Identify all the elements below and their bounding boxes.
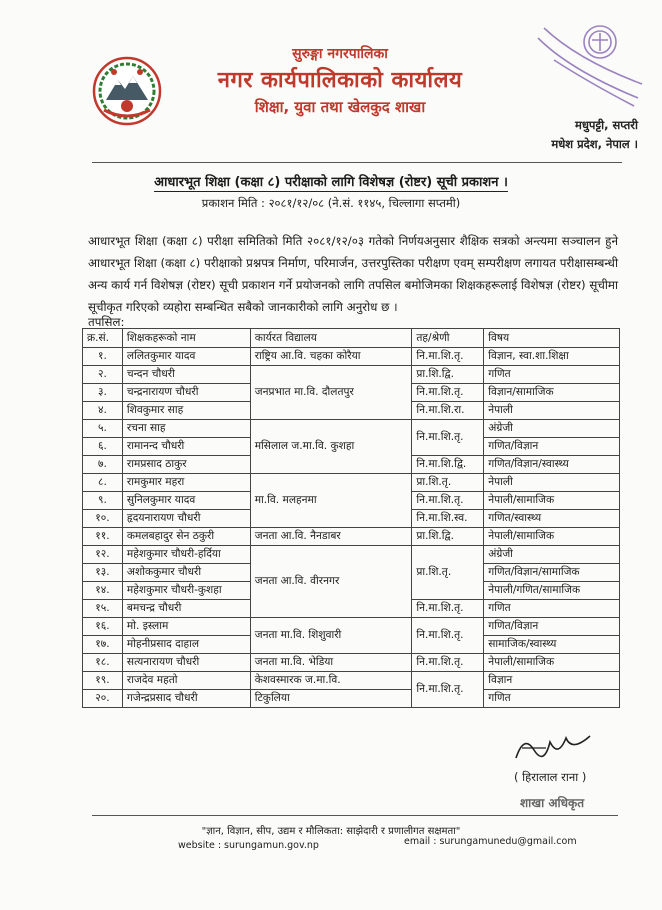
- cell-sn: १८.: [83, 654, 123, 672]
- cell-level: नि.मा.शि.तृ.: [412, 654, 484, 672]
- cell-subject: गणित/विज्ञान: [484, 618, 620, 636]
- cell-school: टिकुलिया: [250, 690, 412, 708]
- header-name: शिक्षकहरूको नाम: [122, 329, 250, 348]
- notice-title: [0, 172, 662, 190]
- cell-school: जनप्रभात मा.वि. दौलतपुर: [250, 366, 412, 420]
- cell-name: सत्यनारायण चौधरी: [122, 654, 250, 672]
- cell-sn: ११.: [83, 528, 123, 546]
- cell-school: जनता मा.वि. शिशुवारी: [250, 618, 412, 654]
- cell-name: रामप्रसाद ठाकुर: [122, 456, 250, 474]
- cell-sn: ९.: [83, 492, 123, 510]
- table-row: [83, 528, 620, 546]
- cell-name: ललितकुमार यादव: [122, 348, 250, 366]
- cell-level: नि.मा.शि.तृ.: [412, 420, 484, 456]
- cell-subject: अंग्रेजी: [484, 546, 620, 564]
- cell-level: नि.मा.शि.तृ.: [412, 384, 484, 402]
- office-name: नगर कार्यपालिकाको कार्यालय: [217, 68, 463, 93]
- header-sn: क्र.सं.: [83, 329, 123, 348]
- cell-school: जनता आ.वि. नैनडाबर: [250, 528, 412, 546]
- cell-level: नि.मा.शि.तृ.: [412, 618, 484, 654]
- table-row: [83, 366, 620, 384]
- cell-level: नि.मा.शि.तृ.: [412, 600, 484, 618]
- footer-slogan: "ज्ञान, विज्ञान, सीप, उद्यम र मौलिकता: साझेदारी र प्रणालीगत सक्षमता": [201, 826, 461, 837]
- cell-subject: विज्ञान, स्वा.शा.शिक्षा: [484, 348, 620, 366]
- cell-level: प्रा.शि.तृ.: [412, 546, 484, 600]
- cell-name: सुनिलकुमार यादव: [122, 492, 250, 510]
- cell-name: शिवकुमार साह: [122, 402, 250, 420]
- cell-sn: १४.: [83, 582, 123, 600]
- office-address: [551, 116, 638, 154]
- cell-subject: अंग्रेजी: [484, 420, 620, 438]
- nepal-emblem-icon: [92, 56, 162, 126]
- cell-subject: नेपाली/सामाजिक: [484, 654, 620, 672]
- roster-table: [82, 328, 620, 708]
- cell-sn: १३.: [83, 564, 123, 582]
- cell-name: बमचन्द्र चौधरी: [122, 600, 250, 618]
- cell-name: अशोककुमार चौधरी: [122, 564, 250, 582]
- notice-body: आधारभूत शिक्षा (कक्षा ८) परीक्षा समितिको मिति २०८१/१२/०३ गतेको निर्णयअनुसार शैक्षिक सत्रको अन्त्यमा सञ्चालन हुने आधारभूत शिक्षा (कक्षा ८) परीक्षाको प्रश्नपत्र निर्माण, परिमार्जन, उत्तरपुस्तिका परीक्षण एवम् सम्परीक्षण लगायत परीक्षासम्बन्धी अन्य कार्य गर्न विशेषज्ञ (रोष्टर) सूची प्रकाशन गर्ने प्रयोजनको लागि तपसिल बमोजिमका शिक्षकहरूलाई विशेषज्ञ (रोष्टर) सूचीमा सूचीकृत गरिएको व्यहोरा सम्बन्धित सबैको जानकारीको लागि अनुरोध छ ।: [88, 234, 618, 314]
- header-subject: विषय: [484, 329, 620, 348]
- signature-icon: [506, 728, 596, 770]
- table-row: [83, 672, 620, 690]
- cell-sn: २.: [83, 366, 123, 384]
- publish-date: प्रकाशन मिति : २०८१/१२/०८ (ने.सं. ११४५, चिल्लागा सप्तमी): [201, 196, 461, 210]
- footer-website: website : surungamun.gov.np: [178, 840, 319, 851]
- header-level: तह/श्रेणी: [412, 329, 484, 348]
- header-school: कार्यरत विद्यालय: [250, 329, 412, 348]
- office-stamp-icon: [530, 20, 645, 110]
- cell-name: कमलबहादुर सेन ठकुरी: [122, 528, 250, 546]
- cell-sn: १६.: [83, 618, 123, 636]
- cell-name: चन्द्रनारायण चौधरी: [122, 384, 250, 402]
- cell-subject: सामाजिक/स्वास्थ्य: [484, 636, 620, 654]
- tapasil-label: तपसिल:: [88, 315, 125, 329]
- cell-school: जनता आ.वि. वीरनगर: [250, 546, 412, 618]
- cell-subject: गणित/विज्ञान: [484, 438, 620, 456]
- cell-level: नि.मा.शि.तृ.: [412, 672, 484, 708]
- cell-level: नि.मा.शि.रा.: [412, 402, 484, 420]
- letterhead: [170, 44, 510, 117]
- cell-name: रामानन्द चौधरी: [122, 438, 250, 456]
- cell-subject: विज्ञान: [484, 672, 620, 690]
- cell-name: महेशकुमार चौधरी-हर्दिया: [122, 546, 250, 564]
- cell-subject: विज्ञान/सामाजिक: [484, 384, 620, 402]
- cell-name: महेशकुमार चौधरी-कुशहा: [122, 582, 250, 600]
- cell-subject: गणित: [484, 690, 620, 708]
- cell-sn: १५.: [83, 600, 123, 618]
- cell-name: मोहनीप्रसाद दाहाल: [122, 636, 250, 654]
- table-row: [83, 420, 620, 438]
- cell-sn: १.: [83, 348, 123, 366]
- cell-subject: नेपाली/सामाजिक: [484, 528, 620, 546]
- cell-subject: गणित/विज्ञान/स्वास्थ्य: [484, 456, 620, 474]
- cell-name: रामकुमार महरा: [122, 474, 250, 492]
- branch-name: शिक्षा, युवा तथा खेलकुद शाखा: [254, 98, 426, 116]
- cell-sn: १७.: [83, 636, 123, 654]
- cell-name: गजेन्द्रप्रसाद चौधरी: [122, 690, 250, 708]
- cell-sn: ८.: [83, 474, 123, 492]
- cell-subject: नेपाली/गणित/सामाजिक: [484, 582, 620, 600]
- cell-name: रचना साह: [122, 420, 250, 438]
- address-line: मधेश प्रदेश, नेपाल ।: [551, 137, 638, 151]
- cell-subject: गणित: [484, 600, 620, 618]
- cell-sn: ४.: [83, 402, 123, 420]
- cell-sn: ३.: [83, 384, 123, 402]
- cell-sn: १९.: [83, 672, 123, 690]
- cell-sn: ७.: [83, 456, 123, 474]
- table-header-row: [83, 329, 620, 348]
- cell-level: नि.मा.शि.स्व.: [412, 510, 484, 528]
- cell-subject: नेपाली/सामाजिक: [484, 492, 620, 510]
- cell-level: नि.मा.शि.द्वि.: [412, 456, 484, 474]
- footer-email: email : surungamunedu@gmail.com: [404, 836, 577, 847]
- municipality-name: सुरुङ्गा नगरपालिका: [292, 46, 388, 62]
- table-row: [83, 654, 620, 672]
- cell-subject: गणित: [484, 366, 620, 384]
- cell-school: जनता मा.वि. भेडिया: [250, 654, 412, 672]
- cell-school: केशवस्मारक ज.मा.वि.: [250, 672, 412, 690]
- cell-subject: गणित/स्वास्थ्य: [484, 510, 620, 528]
- cell-subject: गणित/विज्ञान/सामाजिक: [484, 564, 620, 582]
- signatory-post: शाखा अधिकृत: [520, 796, 585, 810]
- table-row: [83, 618, 620, 636]
- cell-school: मा.वि. मलहनमा: [250, 474, 412, 528]
- cell-level: प्रा.शि.तृ.: [412, 474, 484, 492]
- cell-sn: १०.: [83, 510, 123, 528]
- cell-school: राष्ट्रिय आ.वि. चहका कोरैया: [250, 348, 412, 366]
- cell-school: मसिलाल ज.मा.वि. कुशहा: [250, 420, 412, 474]
- notice-title-text: आधारभूत शिक्षा (कक्षा ८) परीक्षाको लागि विशेषज्ञ (रोष्टर) सूची प्रकाशन ।: [154, 175, 508, 190]
- cell-name: हृदयनारायण चौधरी: [122, 510, 250, 528]
- cell-sn: ६.: [83, 438, 123, 456]
- cell-subject: नेपाली: [484, 402, 620, 420]
- cell-sn: ५.: [83, 420, 123, 438]
- cell-level: नि.मा.शि.तृ.: [412, 348, 484, 366]
- cell-subject: नेपाली: [484, 474, 620, 492]
- cell-sn: २०.: [83, 690, 123, 708]
- cell-name: राजदेव महतो: [122, 672, 250, 690]
- cell-level: प्रा.शि.द्वि.: [412, 366, 484, 384]
- footer-divider: [92, 815, 618, 816]
- table-row: [83, 546, 620, 564]
- cell-level: नि.मा.शि.तृ.: [412, 492, 484, 510]
- table-row: [83, 348, 620, 366]
- table-row: [83, 690, 620, 708]
- cell-level: प्रा.शि.द्वि.: [412, 528, 484, 546]
- signatory-name: ( हिरालाल राना ): [514, 770, 587, 784]
- cell-sn: १२.: [83, 546, 123, 564]
- header-divider: [92, 162, 622, 163]
- cell-name: मो. इस्लाम: [122, 618, 250, 636]
- address-line: मधुपट्टी, सप्तरी: [574, 118, 638, 132]
- cell-name: चन्दन चौधरी: [122, 366, 250, 384]
- table-row: [83, 474, 620, 492]
